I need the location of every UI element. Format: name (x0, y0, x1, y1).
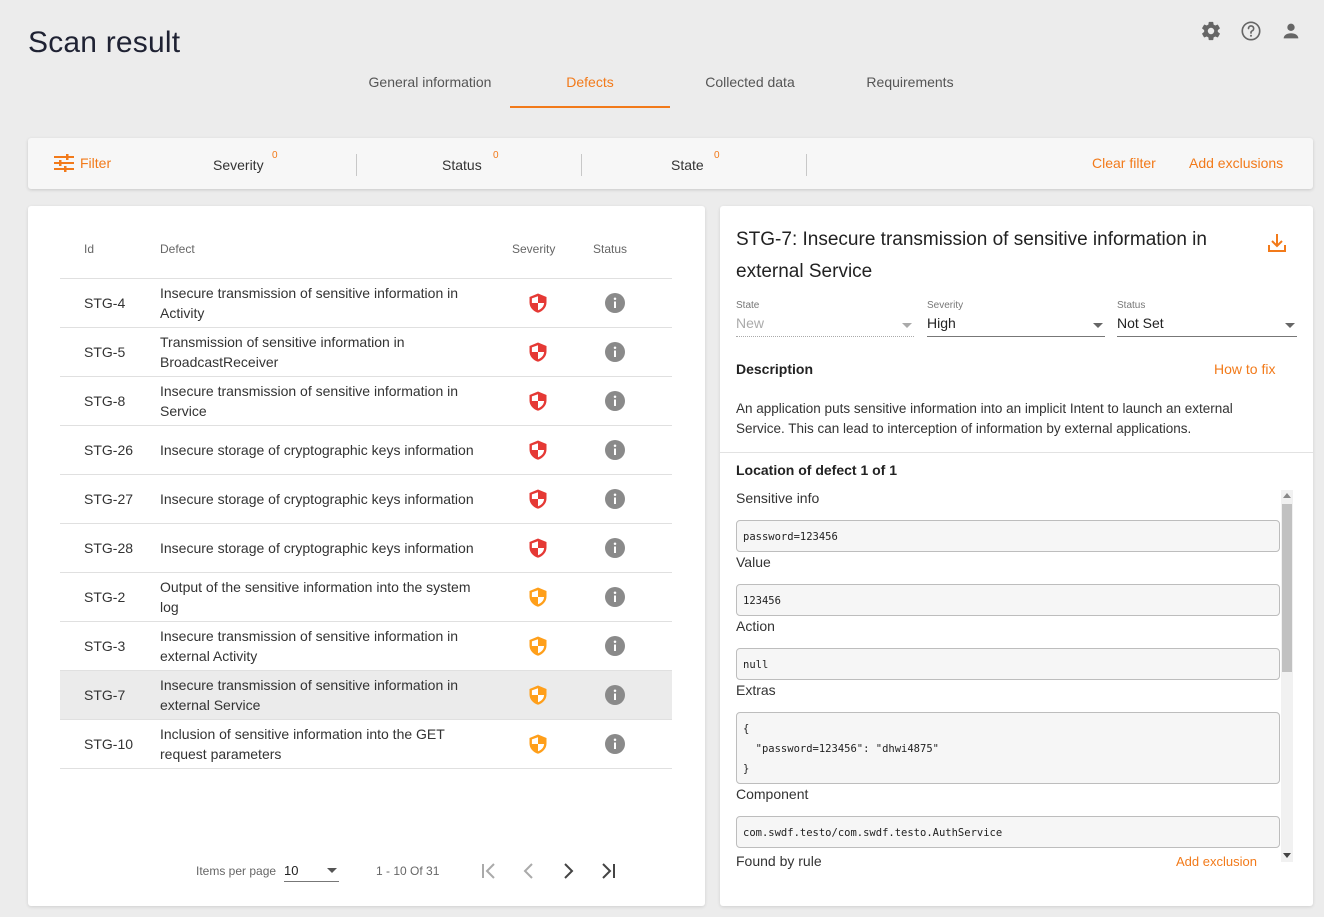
download-icon[interactable] (1266, 232, 1288, 254)
state-filter[interactable] (628, 138, 798, 189)
component-field[interactable]: com.swdf.testo/com.swdf.testo.AuthService (736, 816, 1280, 848)
shield-icon (527, 439, 549, 461)
page-range: 1 - 10 Of 31 (376, 864, 440, 878)
items-per-page-select[interactable] (284, 858, 339, 882)
shield-icon (527, 292, 549, 314)
component-label: Component (736, 786, 809, 802)
clear-filter-button[interactable]: Clear filter (1092, 155, 1156, 171)
row-id: STG-2 (84, 589, 126, 605)
divider (720, 452, 1313, 453)
action-field[interactable]: null (736, 648, 1280, 680)
how-to-fix-link[interactable]: How to fix (1214, 361, 1276, 377)
help-icon[interactable] (1238, 18, 1264, 44)
row-defect: Insecure transmission of sensitive information in Activity (160, 285, 459, 321)
location-heading: Location of defect 1 of 1 (736, 462, 898, 478)
info-icon[interactable] (605, 734, 625, 754)
status-filter-count: 0 (493, 150, 499, 161)
shield-icon (527, 488, 549, 510)
row-id: STG-4 (84, 295, 126, 311)
table-row[interactable] (60, 475, 672, 524)
column-header-status: Status (593, 242, 628, 256)
shield-icon (527, 537, 549, 559)
row-defect: Insecure storage of cryptographic keys information (160, 442, 474, 458)
defect-title: STG-7: Insecure transmission of sensitive information in external Service (736, 229, 1207, 282)
caret-down-icon (327, 868, 337, 873)
state-filter-count: 0 (714, 150, 720, 161)
table-row-selected[interactable] (60, 671, 672, 720)
tab-requirements[interactable]: Requirements (866, 74, 954, 90)
row-defect: Insecure storage of cryptographic keys information (160, 491, 474, 507)
row-id: STG-10 (84, 736, 134, 752)
row-defect: Insecure transmission of sensitive information in external Activity (160, 628, 459, 664)
defects-table-card (28, 206, 705, 906)
severity-field (927, 300, 1105, 337)
shield-icon (527, 733, 549, 755)
filter-divider (581, 154, 582, 176)
next-page-icon[interactable] (555, 858, 581, 884)
filter-bar (28, 138, 1313, 189)
row-defect: Insecure transmission of sensitive information in Service (160, 383, 459, 419)
row-id: STG-3 (84, 638, 126, 654)
table-row[interactable] (60, 720, 672, 769)
info-icon[interactable] (605, 342, 625, 362)
info-icon[interactable] (605, 587, 625, 607)
user-icon[interactable] (1278, 18, 1304, 44)
shield-icon (527, 684, 549, 706)
defect-detail-card (720, 206, 1313, 906)
info-icon[interactable] (605, 538, 625, 558)
status-filter-label: Status (442, 157, 482, 173)
filter-button[interactable] (54, 154, 111, 172)
table-row[interactable] (60, 524, 672, 573)
last-page-icon[interactable] (595, 858, 621, 884)
tab-bar (350, 60, 990, 108)
table-row[interactable] (60, 426, 672, 475)
row-defect: Insecure transmission of sensitive information in external Service (160, 677, 459, 713)
value-field[interactable]: 123456 (736, 584, 1280, 616)
add-exclusion-link[interactable]: Add exclusion (1176, 854, 1257, 869)
filter-divider (806, 154, 807, 176)
tab-general-information[interactable]: General information (368, 74, 492, 90)
previous-page-icon[interactable] (516, 858, 542, 884)
location-details[interactable] (736, 488, 1280, 869)
severity-filter[interactable] (178, 138, 348, 189)
status-field-label: Status (1117, 300, 1146, 311)
sensitive-info-label: Sensitive info (736, 490, 820, 506)
row-defect: Output of the sensitive information into the system log (160, 579, 471, 615)
row-id: STG-7 (84, 687, 126, 703)
page-title: Scan result (28, 26, 181, 59)
scroll-up-arrow-icon[interactable] (1283, 493, 1291, 498)
row-id: STG-27 (84, 491, 134, 507)
action-label: Action (736, 618, 775, 634)
state-field (736, 300, 914, 337)
info-icon[interactable] (605, 636, 625, 656)
first-page-icon[interactable] (476, 858, 502, 884)
table-row[interactable] (60, 377, 672, 426)
state-select (736, 315, 914, 337)
severity-value: High (927, 315, 956, 331)
state-field-label: State (736, 300, 760, 311)
shield-icon (527, 635, 549, 657)
row-defect: Transmission of sensitive information in BroadcastReceiver (160, 334, 405, 370)
table-row[interactable] (60, 622, 672, 671)
defects-table-body (60, 278, 672, 769)
status-select[interactable] (1117, 315, 1297, 337)
row-defect: Insecure storage of cryptographic keys information (160, 540, 474, 556)
info-icon[interactable] (605, 293, 625, 313)
scroll-down-arrow-icon[interactable] (1283, 853, 1291, 858)
status-filter[interactable] (403, 138, 573, 189)
info-icon[interactable] (605, 440, 625, 460)
status-field (1117, 300, 1297, 337)
column-header-defect: Defect (160, 242, 195, 256)
items-per-page-label: Items per page (196, 864, 277, 878)
extras-label: Extras (736, 682, 776, 698)
severity-filter-count: 0 (272, 150, 278, 161)
column-header-severity: Severity (512, 242, 556, 256)
status-value: Not Set (1117, 315, 1164, 331)
description-text: An application puts sensitive information into an implicit Intent to launch an external Service. This can lead to interception of information by external applications. (736, 401, 1233, 436)
row-id: STG-8 (84, 393, 126, 409)
shield-icon (527, 390, 549, 412)
filter-divider (356, 154, 357, 176)
gear-icon[interactable] (1198, 18, 1224, 44)
info-icon[interactable] (605, 391, 625, 411)
state-value: New (736, 315, 765, 331)
caret-down-icon (902, 323, 912, 328)
row-defect: Inclusion of sensitive information into the GET request parameters (160, 726, 445, 762)
column-header-id: Id (84, 242, 95, 256)
info-icon[interactable] (605, 489, 625, 509)
found-by-rule-label: Found by rule (736, 853, 822, 869)
table-row[interactable] (60, 279, 672, 328)
row-id: STG-26 (84, 442, 134, 458)
tab-defects[interactable]: Defects (510, 60, 670, 108)
info-icon[interactable] (605, 685, 625, 705)
shield-icon (527, 586, 549, 608)
table-row[interactable] (60, 328, 672, 377)
add-exclusions-button[interactable]: Add exclusions (1189, 155, 1284, 171)
description-heading: Description (736, 361, 814, 377)
scrollbar-thumb[interactable] (1282, 504, 1292, 672)
state-filter-label: State (671, 157, 704, 173)
scrollbar[interactable] (1281, 490, 1293, 862)
tune-icon (54, 154, 74, 172)
table-row[interactable] (60, 573, 672, 622)
severity-field-label: Severity (927, 300, 964, 311)
sensitive-info-field[interactable]: password=123456 (736, 520, 1280, 552)
top-toolbar (1198, 18, 1304, 44)
severity-filter-label: Severity (213, 157, 264, 173)
row-id: STG-28 (84, 540, 134, 556)
items-per-page-value: 10 (284, 863, 299, 878)
shield-icon (527, 341, 549, 363)
filter-label: Filter (80, 155, 112, 171)
caret-down-icon (1285, 323, 1295, 328)
severity-select[interactable] (927, 315, 1105, 337)
caret-down-icon (1093, 323, 1103, 328)
value-label: Value (736, 554, 771, 570)
extras-field[interactable]: { "password=123456": "dhwi4875" } (736, 712, 1280, 784)
tab-collected-data[interactable]: Collected data (705, 74, 795, 90)
row-id: STG-5 (84, 344, 126, 360)
